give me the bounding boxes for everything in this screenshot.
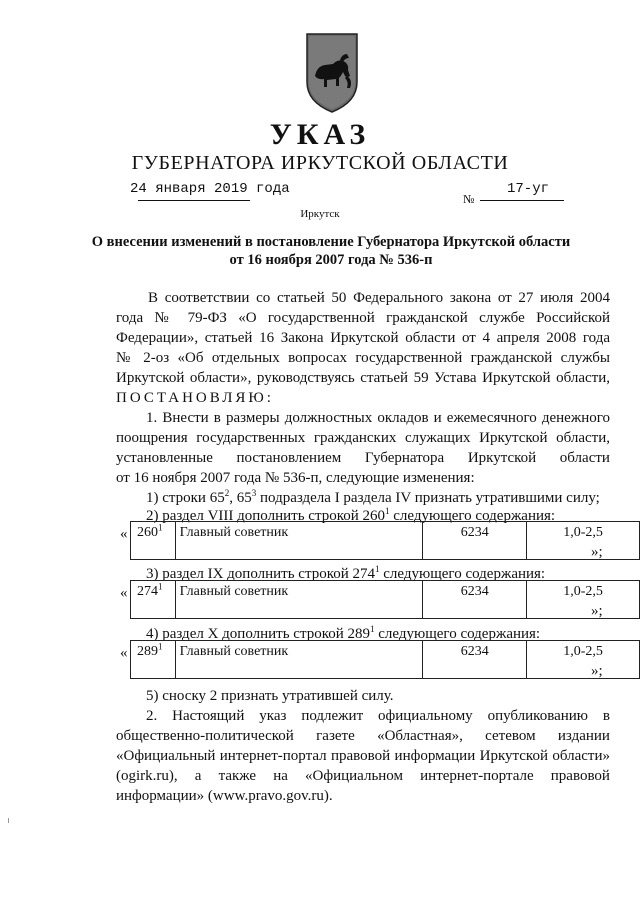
row-number: $274^1$ — [131, 581, 176, 619]
number-label: № — [463, 192, 475, 206]
item-1 — [116, 408, 610, 488]
table-row — [131, 581, 640, 619]
number-underline — [480, 200, 564, 201]
preamble-line: Иркутской области», руководствуясь статьей 59 Устава Иркутской области, — [116, 370, 610, 386]
scan-mark — [8, 818, 9, 823]
item-1-line: 1. Внести в размеры должностных окладов и ежемесячного денежного — [146, 410, 610, 426]
heading-line-2: от 16 ноября 2007 года № 536-п — [229, 252, 433, 268]
item-2-line: общественно-политической газете «Областная», сетевом издании — [116, 728, 610, 744]
table-row — [131, 522, 640, 560]
date-underline — [138, 200, 250, 201]
table-row — [131, 641, 640, 679]
bonus-range: 1,0-2,5 — [527, 522, 640, 560]
coat-of-arms-icon — [303, 32, 361, 114]
quote-close: »; — [591, 603, 603, 619]
amendment-table-274 — [130, 580, 640, 619]
quote-open: « — [120, 526, 128, 542]
item-2-line: «Официальный интернет-портал правовой информации Иркутской области» — [116, 748, 610, 764]
salary-value: 6234 — [423, 581, 527, 619]
position-name: Главный советник — [175, 641, 423, 679]
heading-line-1: О внесении изменений в постановление Губернатора Иркутской области — [91, 234, 571, 250]
position-name: Главный советник — [175, 581, 423, 619]
quote-open: « — [120, 645, 128, 661]
bonus-range: 1,0-2,5 — [527, 641, 640, 679]
decree-date: 24 января 2019 года — [130, 181, 290, 197]
preamble-line: В соответствии со статьей 50 Федерального закона от 27 июля 2004 — [148, 290, 610, 306]
sub-item-5: 5) сноску 2 признать утратившей силу. — [146, 688, 394, 704]
item-2-line: информации» (www.pravo.gov.ru). — [116, 788, 333, 804]
salary-value: 6234 — [423, 522, 527, 560]
item-2-line: 2. Настоящий указ подлежит официальному опубликованию в — [146, 708, 610, 724]
sub-item-3: 3) раздел IX дополнить строкой $274^1$ следующего содержания: — [146, 564, 546, 582]
amendment-table-289 — [130, 640, 640, 679]
position-name: Главный советник — [175, 522, 423, 560]
decree-word: ПОСТАНОВЛЯЮ: — [116, 390, 274, 406]
decree-heading — [70, 233, 592, 269]
item-1-line: поощрения государственных гражданских служащих Иркутской области, — [116, 430, 610, 446]
preamble-line: Федерации», статьей 16 Закона Иркутской области от 4 апреля 2008 года — [116, 330, 610, 346]
quote-open: « — [120, 585, 128, 601]
salary-value: 6234 — [423, 641, 527, 679]
quote-close: »; — [591, 663, 603, 679]
item-2 — [116, 706, 610, 806]
amendment-table-260 — [130, 521, 640, 560]
quote-close: »; — [591, 544, 603, 560]
item-1-spread-line: установленные постановлением Губернатора Иркутской области — [116, 450, 610, 466]
preamble-line: № 2-оз «Об отдельных вопросах государственной гражданской службы — [116, 350, 610, 366]
sub-item-2: 2) раздел VIII дополнить строкой $260^1$ следующего содержания: — [146, 506, 556, 524]
sub-item-1: 1) строки $65^2$, $65^3$ подраздела I раздела IV признать утратившими силу; — [146, 488, 600, 506]
city: Иркутск — [300, 208, 340, 220]
row-number: $289^1$ — [131, 641, 176, 679]
preamble — [116, 288, 610, 408]
preamble-line: года № 79-ФЗ «О государственной гражданской службе Российской — [116, 310, 610, 326]
bonus-range: 1,0-2,5 — [527, 581, 640, 619]
document-subtitle: ГУБЕРНАТОРА ИРКУТСКОЙ ОБЛАСТИ — [131, 152, 509, 174]
item-1-line: от 16 ноября 2007 года № 536-п, следующие изменения: — [116, 470, 475, 486]
row-number: $260^1$ — [131, 522, 176, 560]
sub-item-4: 4) раздел X дополнить строкой $289^1$ следующего содержания: — [146, 624, 541, 642]
item-2-line: (ogirk.ru), а также на «Официальном интернет-портале правовой — [116, 768, 610, 784]
document-title: УКАЗ — [269, 118, 371, 151]
decree-number: 17-уг — [506, 181, 549, 197]
